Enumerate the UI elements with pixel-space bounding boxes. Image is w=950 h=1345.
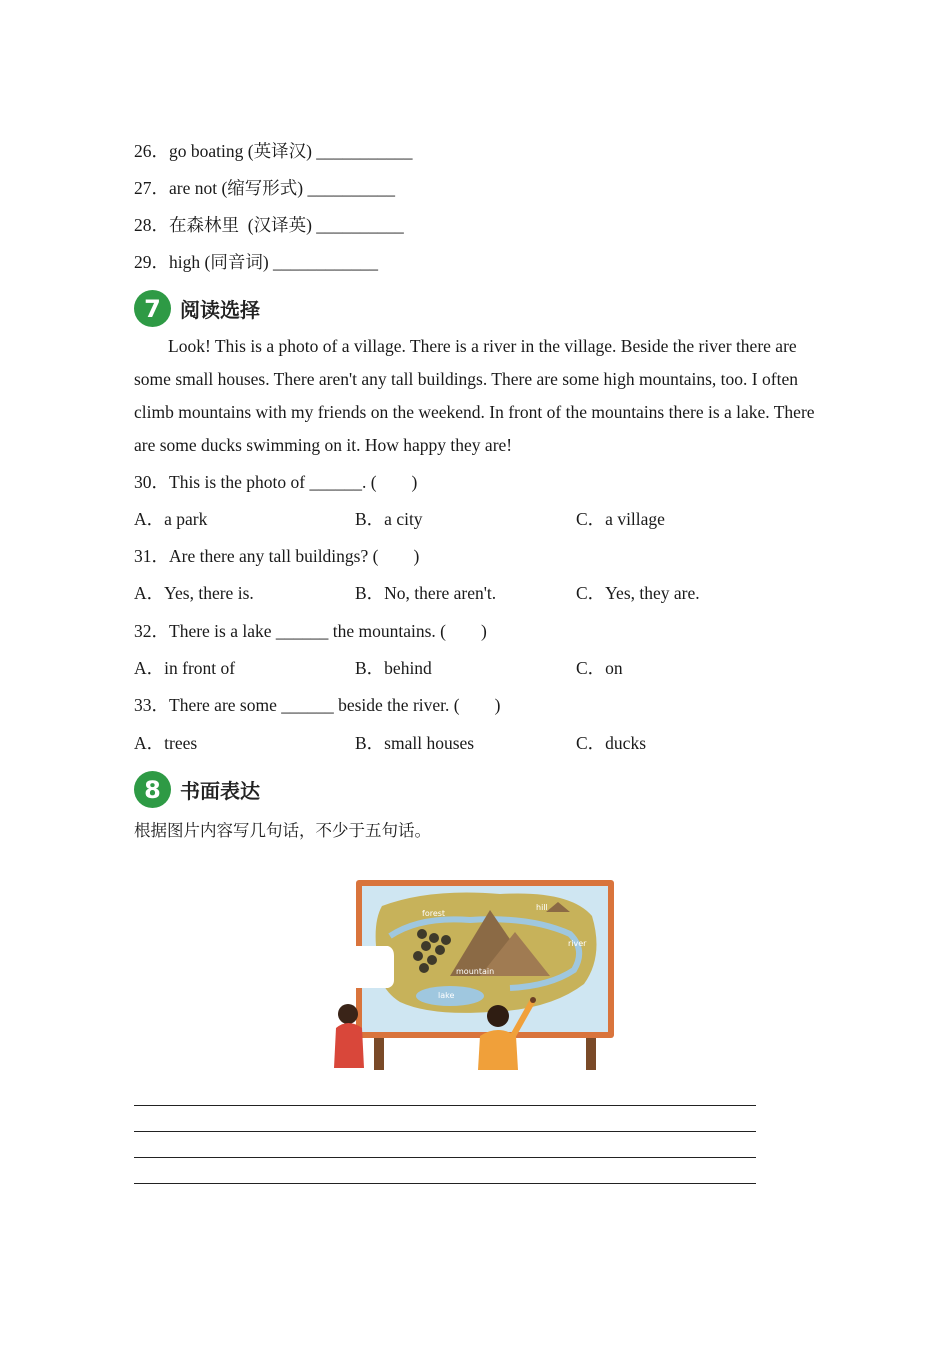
question-26: 26．go boating (英译汉) ___________: [134, 141, 413, 161]
question-32-option-c: C．on: [576, 658, 623, 678]
map-label-river: river: [568, 939, 587, 948]
question-32-option-a: A．in front of: [134, 658, 236, 678]
map-label-lake: lake: [438, 991, 455, 1000]
section-7-title: 阅读选择: [180, 298, 260, 322]
map-label-forest: forest: [422, 909, 446, 918]
question-33-option-b: B．small houses: [355, 733, 475, 753]
question-31-option-a: A．Yes, there is.: [134, 583, 254, 603]
question-31-option-b: B．No, there aren't.: [355, 583, 497, 603]
question-27: 27．are not (缩写形式) __________: [134, 178, 396, 198]
question-31-option-c: C．Yes, they are.: [576, 583, 700, 603]
question-33-stem: 33．There are some ______ beside the river. ( ): [134, 695, 501, 715]
question-32-option-b: B．behind: [355, 658, 432, 678]
question-28: 28．在森林里 (汉译英) __________: [134, 215, 404, 235]
section-8-header: [134, 771, 260, 808]
section-7-badge: 7: [134, 290, 171, 327]
map-board-illustration: [330, 876, 620, 1072]
section-8-instruction: 根据图片内容写几句话，不少于五句话。: [134, 821, 431, 840]
writing-line-2[interactable]: [134, 1131, 756, 1132]
writing-line-3[interactable]: [134, 1157, 756, 1158]
map-label-hill: hill: [536, 903, 548, 912]
board-notch: [356, 946, 394, 988]
question-30-option-c: C．a village: [576, 509, 665, 529]
question-30-stem: 30．This is the photo of ______. ( ): [134, 472, 418, 492]
section-8-title: 书面表达: [180, 779, 260, 803]
reading-passage: Look! This is a photo of a village. There is a river in the village. Beside the river there are some small houses. There aren't any tall buildings. There are some high mountains, too. I often climb mountains with my friends on the weekend. In front of the mountains there is a lake. There are some ducks swimming on it. How happy they are!: [134, 336, 815, 455]
writing-line-4[interactable]: [134, 1183, 756, 1184]
writing-line-1[interactable]: [134, 1105, 756, 1106]
section-7-header: [134, 290, 260, 327]
question-29: 29．high (同音词) ____________: [134, 252, 379, 272]
question-33-option-a: A．trees: [134, 733, 198, 753]
map-label-mountain: mountain: [456, 967, 495, 976]
question-30-option-b: B．a city: [355, 509, 423, 529]
section-8-badge: 8: [134, 771, 171, 808]
question-30-option-a: A．a park: [134, 509, 208, 529]
question-32-stem: 32．There is a lake ______ the mountains. ( ): [134, 621, 487, 641]
question-33-option-c: C．ducks: [576, 733, 646, 753]
question-31-stem: 31．Are there any tall buildings? ( ): [134, 546, 420, 566]
